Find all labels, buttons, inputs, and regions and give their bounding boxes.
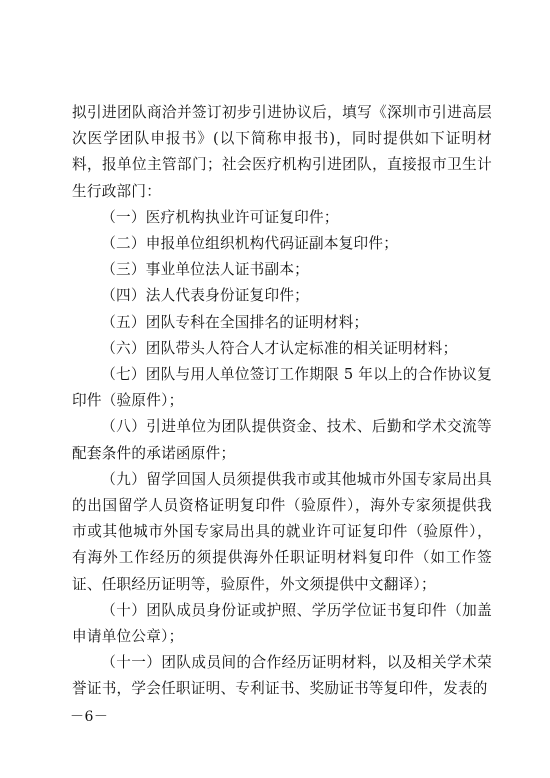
page-number: －6－ xyxy=(70,709,109,725)
list-item-9: （九）留学回国人员须提供我市或其他城市外国专家局出具的出国留学人员资格证明复印件（验原件），海外专家须提供我市或其他城市外国专家局出具的就业许可证复印件（验原件），有海外工作经历的须提供海外任职证明材料复印件（如工作签证、任职经历证明等，验原件，外文须提供中文翻译）； xyxy=(72,470,492,593)
list-item-7: （七）团队与用人单位签订工作期限 5 年以上的合作协议复印件（验原件）； xyxy=(72,366,492,410)
list-item-5: （五）团队专科在全国排名的证明材料； xyxy=(101,313,369,331)
list-item-11: （十一）团队成员间的合作经历证明材料，以及相关学术荣誉证书，学会任职证明、专利证书、奖励证书等复印件，发表的 xyxy=(72,654,492,698)
document-body xyxy=(72,100,492,703)
intro-paragraph: 拟引进团队商洽并签订初步引进协议后，填写《深圳市引进高层次医学团队申报书》(以下简称申报书)，同时提供如下证明材料，报单位主管部门；社会医疗机构引进团队，直接报市卫生计生行政部门： xyxy=(72,104,492,200)
list-item-4: （四）法人代表身份证复印件； xyxy=(101,287,310,305)
list-item-2: （二）申报单位组织机构代码证副本复印件； xyxy=(101,235,399,253)
list-item-8: （八）引进单位为团队提供资金、技术、后勤和学术交流等配套条件的承诺函原件； xyxy=(72,418,492,462)
list-item-3: （三）事业单位法人证书副本； xyxy=(101,261,310,279)
list-item-10: （十）团队成员身份证或护照、学历学位证书复印件（加盖申请单位公章）； xyxy=(72,601,492,646)
list-item-6: （六）团队带头人符合人才认定标准的相关证明材料； xyxy=(101,339,458,357)
list-item-1: （一）医疗机构执业许可证复印件； xyxy=(101,208,339,226)
